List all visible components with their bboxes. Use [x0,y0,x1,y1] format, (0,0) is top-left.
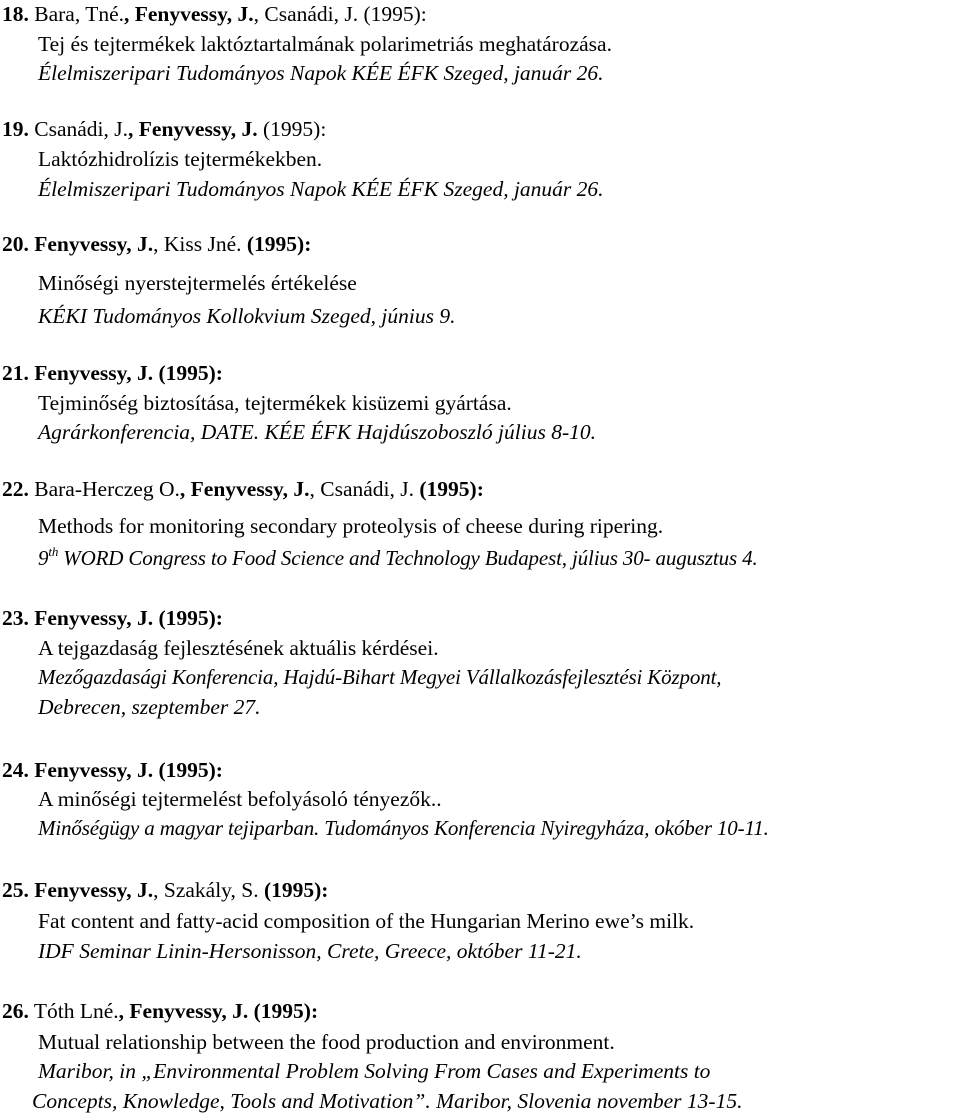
author-text: Fenyvessy, J. [28,758,154,782]
author-text: Tóth Lné. [28,999,119,1023]
venue-ordinal-suffix: th [48,544,59,559]
author-text: Csanádi, J. [28,117,129,141]
entry-number: 25. [2,878,29,902]
entry-number: 24. [2,758,29,782]
author-text: , Fenyvessy, J. [128,117,258,141]
entry-18-title: Tej és tejtermékek laktóztartalmának polarimetriás meghatározása. [38,32,612,56]
entry-24-title: A minőségi tejtermelést befolyásoló tényezők.. [38,787,442,811]
author-text: , Szakály, S. [153,878,259,902]
entry-number: 21. [2,361,29,385]
entry-22-title: Methods for monitoring secondary proteolysis of cheese during ripering. [38,514,664,538]
entry-25-venue: IDF Seminar Linin-Hersonisson, Crete, Greece, október 11-21. [38,939,582,963]
entry-number: 18. [2,2,29,26]
entry-21-title: Tejminőség biztosítása, tejtermékek kisüzemi gyártása. [38,391,512,415]
venue-text: WORD Congress to Food Science and Technology Budapest, július 30- augusztus 4. [58,546,758,570]
entry-24-venue: Minőségügy a magyar tejiparban. Tudományos Konferencia Nyiregyháza, okóber 10-11. [38,816,769,840]
author-text: Fenyvessy, J. [28,878,154,902]
entry-number: 19. [2,117,29,141]
author-text: Fenyvessy, J. [28,606,154,630]
author-text: (1995): [257,117,327,141]
entry-23-header [2,606,223,631]
entry-18-header [2,2,427,27]
entry-23-venue-cont: Debrecen, szeptember 27. [38,695,261,719]
author-text: (1995): [414,477,484,501]
author-text: (1995): [153,758,223,782]
entry-25-title: Fat content and fatty-acid composition of the Hungarian Merino ewe’s milk. [38,909,695,933]
entry-20-venue: KÉKI Tudományos Kollokvium Szeged, június 9. [38,304,456,328]
author-text: (1995): [248,999,319,1023]
entry-19-header [2,117,326,142]
entry-23-title: A tejgazdaság fejlesztésének aktuális kérdései. [38,636,439,660]
entry-23-venue: Mezőgazdasági Konferencia, Hajdú-Bihart Megyei Vállalkozásfejlesztési Központ, [38,665,722,689]
author-text: (1995): [153,606,223,630]
author-text: (1995): [153,361,223,385]
author-text: , Csanádi, J. [309,477,415,501]
entry-26-header [2,999,318,1024]
entry-20-title: Minőségi nyerstejtermelés értékelése [38,271,357,295]
entry-21-venue: Agrárkonferencia, DATE. KÉE ÉFK Hajdúszoboszló július 8-10. [38,420,596,444]
entry-26-venue-cont: Concepts, Knowledge, Tools and Motivation”. Maribor, Slovenia november 13-15. [32,1089,743,1113]
author-text: (1995): [241,232,312,256]
entry-24-header [2,758,223,783]
author-text: , Fenyvessy, J. [179,477,310,501]
entry-22-header [2,477,484,502]
entry-19-title: Laktózhidrolízis tejtermékekben. [38,147,323,171]
entry-number: 26. [2,999,29,1023]
author-text: Bara, Tné. [28,2,124,26]
author-text: , Fenyvessy, J. [118,999,249,1023]
entry-21-header [2,361,223,386]
author-text: Bara-Herczeg O. [28,477,180,501]
entry-number: 23. [2,606,29,630]
author-text: , Kiss Jné. [153,232,242,256]
author-text: Fenyvessy, J. [28,232,154,256]
entry-number: 22. [2,477,29,501]
entry-19-venue: Élelmiszeripari Tudományos Napok KÉE ÉFK Szeged, január 26. [38,177,604,201]
entry-26-title: Mutual relationship between the food production and environment. [38,1030,615,1054]
author-text: (1995): [258,878,329,902]
entry-number: 20. [2,232,29,256]
entry-26-venue: Maribor, in „Environmental Problem Solving From Cases and Experiments to [38,1059,711,1083]
author-text: , Csanádi, J. (1995): [253,2,427,26]
entry-25-header [2,878,328,903]
entry-22-venue [38,546,758,571]
author-text: Fenyvessy, J. [28,361,154,385]
entry-20-header [2,232,311,257]
author-text: , Fenyvessy, J. [124,2,254,26]
entry-18-venue: Élelmiszeripari Tudományos Napok KÉE ÉFK Szeged, január 26. [38,61,604,85]
venue-ordinal: 9 [38,546,49,570]
